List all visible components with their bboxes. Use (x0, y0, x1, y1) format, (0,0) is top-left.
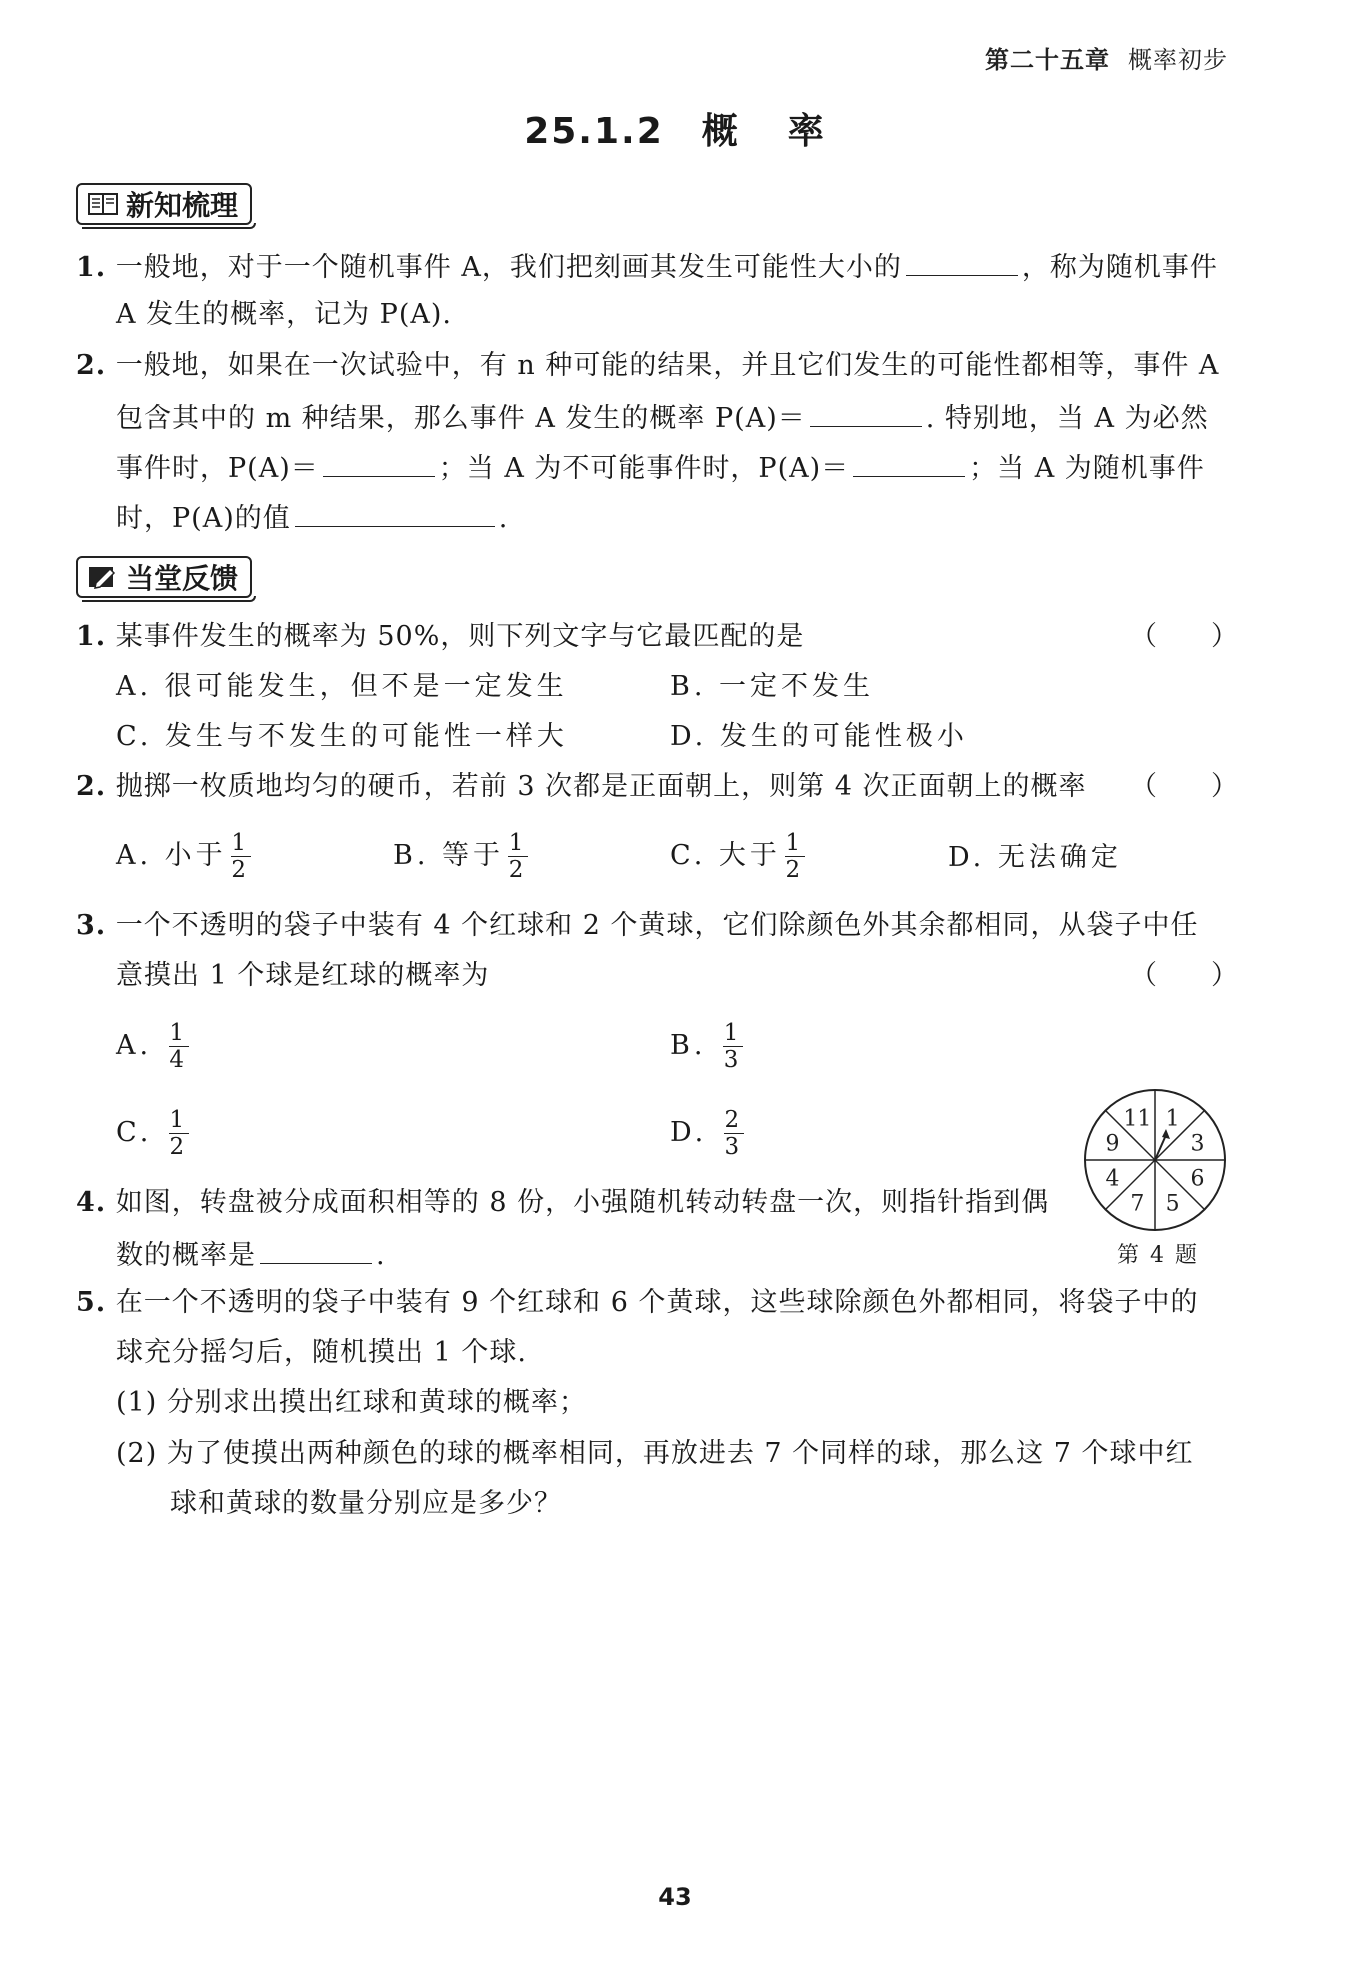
fraction: $\frac{1}{2}$ (508, 830, 528, 883)
feedback-q5-sub-2-line-1: (2) 为了使摸出两种颜色的球的概率相同，再放进去 7 个同样的球，那么这 7 个球中红 (116, 1438, 1194, 1469)
answer-paren[interactable]: （ ） (1130, 771, 1238, 802)
fraction: $\frac{1}{2}$ (169, 1107, 189, 1160)
answer-blank[interactable] (853, 446, 965, 477)
feedback-q1-stem: 1. 某事件发生的概率为 50%，则下列文字与它最匹配的是 (76, 621, 805, 652)
option-d[interactable]: D. 发生的可能性极小 (670, 721, 968, 752)
feedback-q4-line-1: 4. 如图，转盘被分成面积相等的 8 份，小强随机转动转盘一次，则指针指到偶 (76, 1187, 1050, 1218)
fraction: $\frac{1}{2}$ (231, 830, 250, 883)
answer-blank[interactable] (810, 396, 922, 427)
answer-paren[interactable]: （ ） (1130, 960, 1238, 991)
topic-label: 概率初步 (1128, 46, 1228, 74)
fraction: $\frac{1}{2}$ (785, 830, 805, 883)
section-new-knowledge (76, 183, 252, 225)
spinner-sector-label: 9 (1105, 1131, 1120, 1157)
option-b[interactable]: B. $\frac{1}{3}$ (670, 1020, 743, 1073)
knowledge-q1-line-2: A 发生的概率，记为 P(A). (116, 299, 452, 330)
spinner-sector-label: 4 (1105, 1166, 1120, 1192)
spinner-sector-label: 7 (1130, 1191, 1145, 1217)
option-c[interactable]: C. 大于 $\frac{1}{2}$ (670, 830, 805, 883)
option-a[interactable]: A. 小于 $\frac{1}{2}$ (116, 830, 250, 883)
spinner-sector-label: 6 (1190, 1166, 1205, 1192)
fraction: $\frac{1}{4}$ (169, 1020, 188, 1073)
knowledge-q2-line-3: 事件时，P(A)＝ ；当 A 为不可能事件时，P(A)＝ ；当 A 为随机事件 (116, 446, 1205, 489)
answer-blank[interactable] (906, 245, 1018, 276)
option-d[interactable]: D. 无法确定 (948, 842, 1122, 873)
pencil-note-icon (86, 564, 120, 590)
option-a[interactable]: A. $\frac{1}{4}$ (116, 1020, 188, 1073)
running-header (985, 40, 1228, 75)
feedback-q3-line-2: 意摸出 1 个球是红球的概率为 (116, 960, 490, 991)
section-feedback (76, 556, 252, 598)
option-a[interactable]: A. 很可能发生，但不是一定发生 (116, 671, 568, 702)
feedback-q5-line-1: 5. 在一个不透明的袋子中装有 9 个红球和 6 个黄球，这些球除颜色外都相同，将袋子中的 (76, 1287, 1199, 1318)
spinner-sector-label: 5 (1165, 1191, 1180, 1217)
option-d[interactable]: D. $\frac{2}{3}$ (670, 1107, 744, 1160)
feedback-q4-line-2: 数的概率是 . (116, 1233, 386, 1276)
option-c[interactable]: C. 发生与不发生的可能性一样大 (116, 721, 568, 752)
section-title: 当堂反馈 (126, 562, 239, 595)
answer-blank[interactable] (260, 1233, 372, 1264)
answer-blank[interactable] (295, 496, 495, 527)
feedback-q5-sub-1: (1) 分别求出摸出红球和黄球的概率； (116, 1387, 587, 1418)
knowledge-q2-line-1: 2. 一般地，如果在一次试验中，有 n 种可能的结果，并且它们发生的可能性都相等，事件 A (76, 350, 1220, 381)
feedback-q3-line-1: 3. 一个不透明的袋子中装有 4 个红球和 2 个黄球，它们除颜色外其余都相同，从袋子中任 (76, 910, 1199, 941)
knowledge-q2-line-4: 时，P(A)的值 . (116, 496, 508, 539)
answer-paren[interactable]: （ ） (1130, 621, 1238, 652)
lesson-title-char-2: 率 (787, 111, 826, 152)
option-b[interactable]: B. 一定不发生 (670, 671, 875, 702)
lesson-number: 25.1.2 (524, 111, 664, 152)
page-number: 43 (658, 1883, 692, 1911)
section-title: 新知梳理 (126, 189, 239, 222)
spinner-sector-label: 1 (1165, 1106, 1180, 1132)
fraction: $\frac{2}{3}$ (724, 1107, 744, 1160)
spinner-sector-label: 3 (1190, 1131, 1205, 1157)
feedback-q5-line-2: 球充分摇匀后，随机摸出 1 个球. (116, 1337, 527, 1368)
feedback-q2-stem: 2. 抛掷一枚质地均匀的硬币，若前 3 次都是正面朝上，则第 4 次正面朝上的概率 (76, 771, 1087, 802)
chapter-label: 第二十五章 (985, 46, 1110, 74)
fraction: $\frac{1}{3}$ (723, 1020, 743, 1073)
book-icon (86, 191, 120, 217)
knowledge-q2-line-2: 包含其中的 m 种结果，那么事件 A 发生的概率 P(A)＝ . 特别地，当 A 为必然 (116, 396, 1209, 439)
knowledge-q1-line-1: 1. 一般地，对于一个随机事件 A，我们把刻画其发生可能性大小的 ，称为随机事件 (76, 245, 1218, 288)
option-c[interactable]: C. $\frac{1}{2}$ (116, 1107, 189, 1160)
lesson-title (0, 103, 1350, 154)
lesson-title-char-1: 概 (701, 111, 740, 152)
figure-caption: 第 4 题 (1117, 1243, 1199, 1268)
option-b[interactable]: B. 等于 $\frac{1}{2}$ (393, 830, 528, 883)
answer-blank[interactable] (323, 446, 435, 477)
feedback-q5-sub-2-line-2: 球和黄球的数量分别应是多少？ (170, 1488, 562, 1519)
spinner-figure (1080, 1085, 1230, 1235)
spinner-sector-label: 11 (1123, 1106, 1152, 1132)
